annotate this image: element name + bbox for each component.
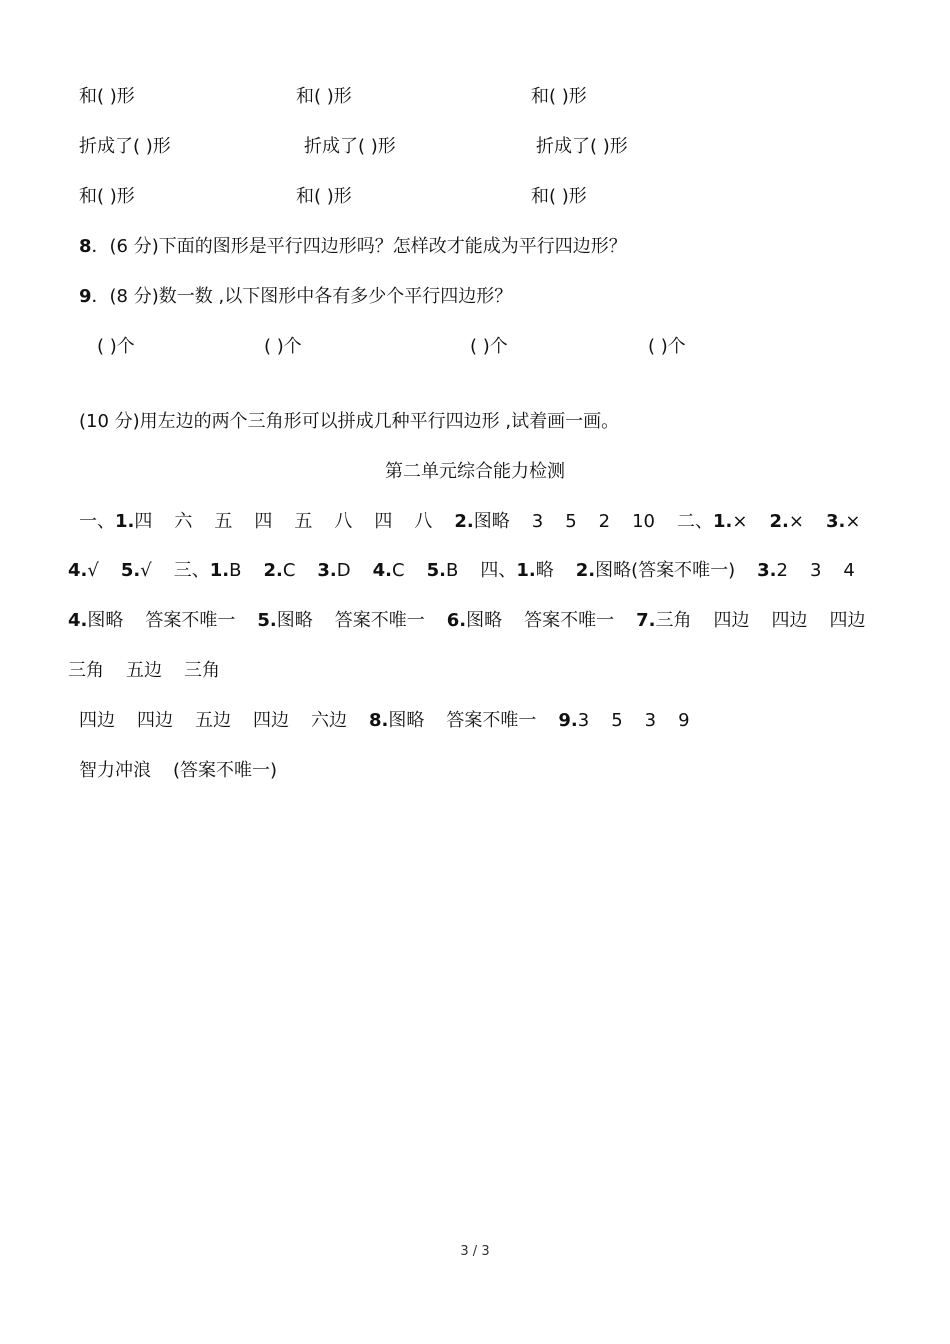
answer-token: 5 (565, 511, 577, 532)
answer-line-3 (68, 609, 866, 633)
question-9-number: 9 (79, 286, 92, 307)
count-blank-2: ( )个 (264, 336, 302, 357)
answer-token: 2.图略(答案不唯一) (575, 560, 736, 581)
answer-line-5 (79, 709, 690, 733)
answer-line-1 (79, 510, 860, 534)
blank-row-2-col-3: 折成了( )形 (536, 136, 628, 157)
answer-token: 四 (254, 511, 273, 532)
answer-token: 6.图略 (446, 610, 503, 631)
answer-token: 9.3 (558, 710, 590, 731)
answer-token: 八 (414, 511, 433, 532)
answer-token: 5.√ (120, 560, 152, 581)
blank-row-3-col-1: 和( )形 (79, 186, 135, 207)
answer-token: 四边 (829, 610, 866, 631)
answer-token: 智力冲浪 (79, 760, 151, 781)
answer-token: 答案不唯一 (145, 610, 236, 631)
blank-row-3-col-2: 和( )形 (296, 186, 352, 207)
answer-token: 四边 (137, 710, 173, 731)
answer-token: 10 (632, 511, 656, 532)
answer-token: 3 (644, 710, 657, 731)
answer-token: 图略 (473, 511, 510, 532)
answer-token: 3.2 (757, 560, 788, 581)
count-blank-1: ( )个 (97, 336, 135, 357)
answer-token: 三角 (184, 660, 220, 681)
answer-token: × (788, 511, 804, 532)
answer-token: 三角 (68, 660, 104, 681)
answer-token: 9 (678, 710, 690, 731)
answer-token: 四 (374, 511, 393, 532)
answer-token: 4.√ (68, 560, 99, 581)
answers-title: 第二单元综合能力检测 (385, 461, 565, 482)
answer-token: 3. (825, 511, 846, 532)
question-8-text: ．(6 分)下面的图形是平行四边形吗？怎样改才能成为平行四边形？ (91, 236, 627, 257)
answer-token: × (845, 511, 861, 532)
answer-token: 答案不唯一 (334, 610, 425, 631)
answer-token: 六边 (311, 710, 347, 731)
answer-token: 四边 (253, 710, 289, 731)
answer-token: 8.图略 (369, 710, 425, 731)
answer-token: 八 (334, 511, 353, 532)
answer-token: 答案不唯一 (446, 710, 537, 731)
question-10: (10 分)用左边的两个三角形可以拼成几种平行四边形 ,试着画一画。 (79, 411, 620, 432)
answer-token: 六 (174, 511, 193, 532)
answer-token: 5 (611, 710, 623, 731)
answer-token: 一、 (79, 511, 115, 532)
blank-row-2-col-1: 折成了( )形 (79, 136, 171, 157)
question-9 (79, 285, 512, 309)
answer-token: 2.C (263, 560, 296, 581)
answer-token: 2. (454, 511, 474, 532)
answer-token: 5.图略 (257, 610, 313, 631)
answer-token: 5.B (426, 560, 459, 581)
answer-line-2 (68, 559, 855, 583)
answer-token: 四 (134, 511, 153, 532)
answer-token: 2. (769, 511, 789, 532)
answer-token: 4 (843, 560, 855, 581)
answer-line-4 (68, 659, 220, 683)
page-number: 3 / 3 (460, 1244, 490, 1259)
question-9-text: ．(8 分)数一数 ,以下图形中各有多少个平行四边形？ (91, 286, 513, 307)
answer-token: 五 (294, 511, 313, 532)
question-8 (79, 235, 627, 259)
blank-row-1-col-2: 和( )形 (296, 86, 352, 107)
question-8-number: 8 (79, 236, 92, 257)
answer-token: × (732, 511, 748, 532)
answer-token: 四边 (771, 610, 808, 631)
answer-token: 1. (713, 511, 733, 532)
answer-token: 三、1.B (173, 560, 242, 581)
answer-token: 五边 (195, 710, 231, 731)
blank-row-1-col-3: 和( )形 (531, 86, 587, 107)
answer-line-6 (79, 759, 277, 783)
blank-row-1-col-1: 和( )形 (79, 86, 135, 107)
answer-token: 3 (531, 511, 544, 532)
answer-token: 7.三角 (636, 610, 692, 631)
blank-row-3-col-3: 和( )形 (531, 186, 587, 207)
count-blank-4: ( )个 (648, 336, 686, 357)
count-blank-3: ( )个 (470, 336, 508, 357)
answer-token: 二、 (677, 511, 714, 532)
blank-row-2-col-2: 折成了( )形 (304, 136, 396, 157)
answer-token: 四、1.略 (480, 560, 554, 581)
answer-token: (答案不唯一) (173, 760, 278, 781)
answer-token: 五 (214, 511, 233, 532)
answer-token: 答案不唯一 (524, 610, 615, 631)
answer-token: 3 (809, 560, 822, 581)
answer-token: 3.D (317, 560, 351, 581)
answer-token: 4.图略 (68, 610, 124, 631)
answer-token: 2 (598, 511, 611, 532)
answer-token: 1. (115, 511, 135, 532)
answer-token: 四边 (713, 610, 750, 631)
answer-token: 五边 (126, 660, 162, 681)
answer-token: 四边 (79, 710, 115, 731)
answer-token: 4.C (372, 560, 405, 581)
